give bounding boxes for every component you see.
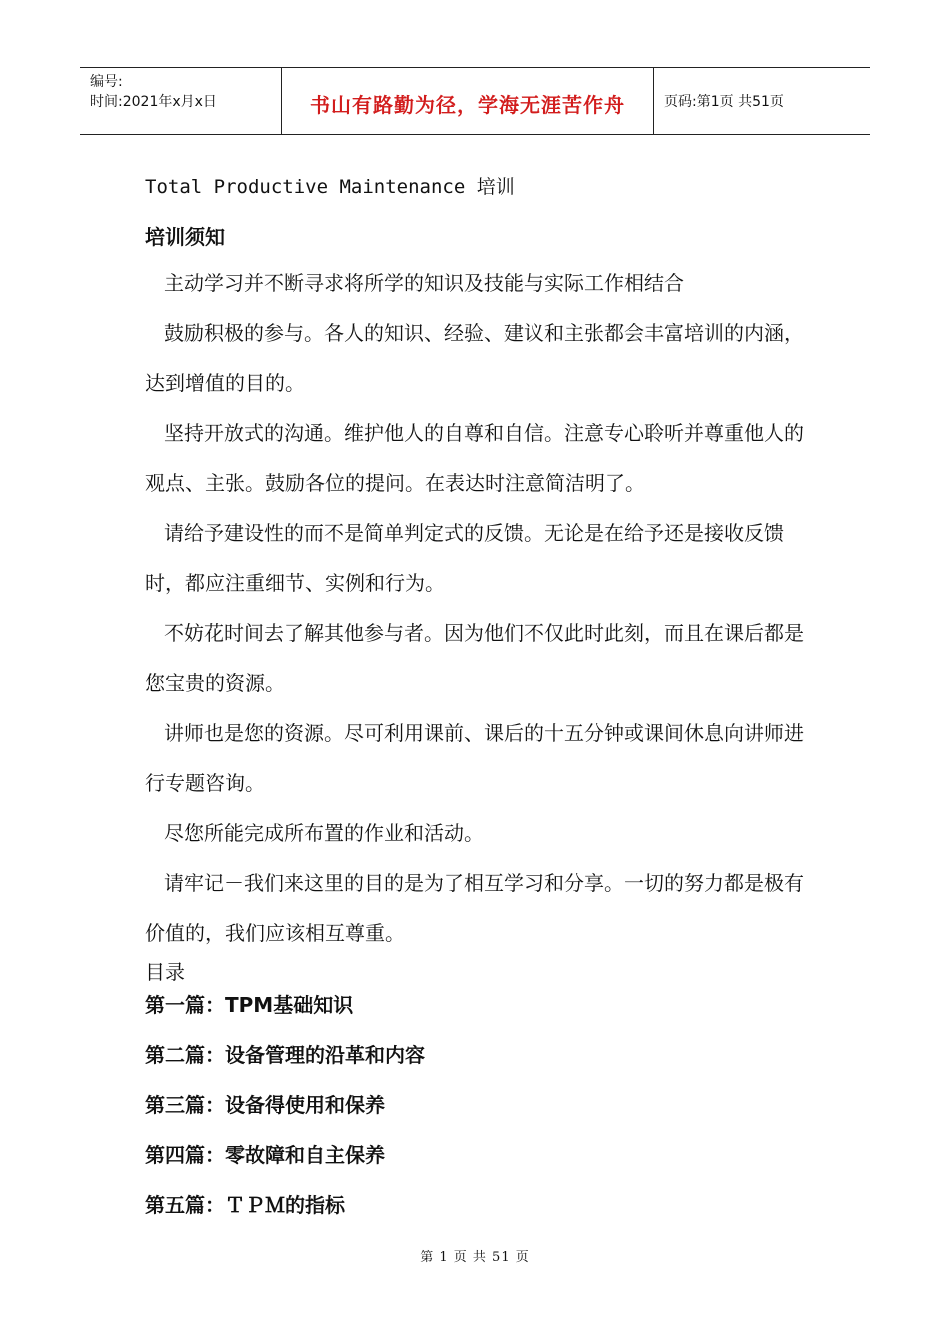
header-motto-cell bbox=[282, 68, 654, 134]
toc-item: 第二篇：设备管理的沿革和内容 bbox=[145, 1043, 425, 1067]
page-header bbox=[80, 67, 870, 135]
toc-item: 第四篇：零故障和自主保养 bbox=[145, 1143, 385, 1167]
header-page-cell bbox=[654, 68, 870, 134]
notice-body bbox=[145, 258, 805, 958]
header-page-info: 页码:第1页 共51页 bbox=[664, 94, 784, 110]
header-motto: 书山有路勤为径，学海无涯苦作舟 bbox=[310, 92, 625, 117]
table-of-contents bbox=[145, 980, 425, 1230]
notice-paragraph: 讲师也是您的资源。尽可利用课前、课后的十五分钟或课间休息向讲师进行专题咨询。 bbox=[145, 721, 804, 795]
document-title: Total Productive Maintenance 培训 bbox=[145, 176, 515, 198]
notice-paragraph: 尽您所能完成所布置的作业和活动。 bbox=[164, 821, 484, 845]
notice-paragraph: 坚持开放式的沟通。维护他人的自尊和自信。注意专心聆听并尊重他人的观点、主张。鼓励各位的提问。在表达时注意简洁明了。 bbox=[145, 421, 804, 495]
notice-paragraph: 请给予建设性的而不是简单判定式的反馈。无论是在给予还是接收反馈时，都应注重细节、实例和行为。 bbox=[145, 521, 784, 595]
header-meta-cell bbox=[80, 68, 282, 134]
notice-paragraph: 请牢记－我们来这里的目的是为了相互学习和分享。一切的努力都是极有价值的，我们应该相互尊重。 bbox=[145, 871, 804, 945]
toc-item: 第五篇：ＴＰＭ的指标 bbox=[145, 1193, 345, 1217]
page-footer: 第 1 页 共 51 页 bbox=[420, 1250, 530, 1265]
document-number-label: 编号: bbox=[90, 74, 123, 90]
toc-item: 第一篇：TPM基础知识 bbox=[145, 993, 354, 1017]
document-date-label: 时间:2021年x月x日 bbox=[90, 94, 217, 110]
toc-item: 第三篇：设备得使用和保养 bbox=[145, 1093, 385, 1117]
notice-paragraph: 不妨花时间去了解其他参与者。因为他们不仅此时此刻，而且在课后都是您宝贵的资源。 bbox=[145, 621, 804, 695]
notice-paragraph: 鼓励积极的参与。各人的知识、经验、建议和主张都会丰富培训的内涵，达到增值的目的。 bbox=[145, 321, 804, 395]
toc-heading: 目录 bbox=[145, 960, 185, 984]
section-heading: 培训须知 bbox=[145, 225, 225, 249]
notice-paragraph: 主动学习并不断寻求将所学的知识及技能与实际工作相结合 bbox=[164, 271, 684, 295]
